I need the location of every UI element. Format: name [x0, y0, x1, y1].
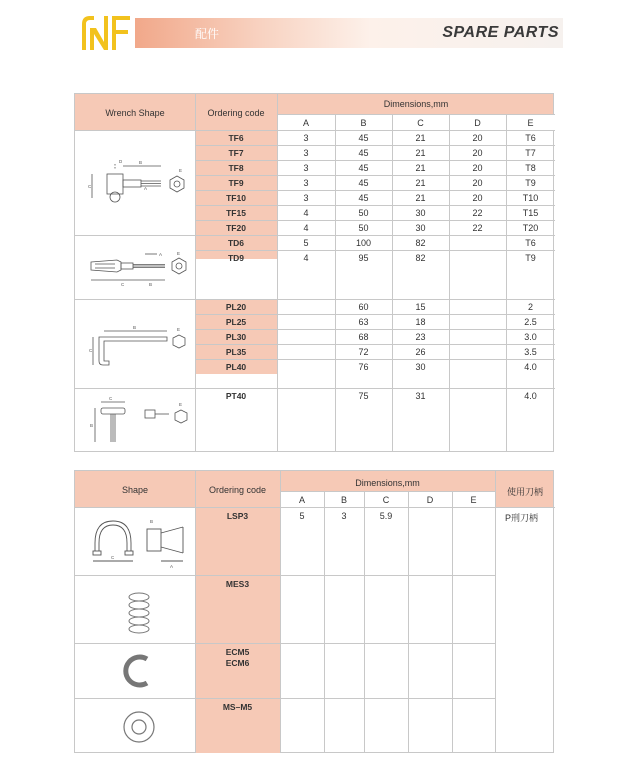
- col-ordering-code: Ordering code: [207, 108, 265, 118]
- dim-value-d: 20: [472, 133, 483, 143]
- dim-letter: B: [340, 495, 347, 505]
- dim-value-e: T8: [525, 163, 536, 173]
- dim-value-b: 68: [358, 332, 369, 342]
- dim-letter: B: [360, 118, 367, 128]
- dim-value-a: 3: [303, 178, 309, 188]
- dim-value-c: 21: [415, 193, 426, 203]
- spare-parts-table: [74, 470, 554, 753]
- ordering-code: MES3: [225, 579, 250, 589]
- dim-value-e: T20: [522, 223, 539, 233]
- dim-value-b: 50: [358, 223, 369, 233]
- t-handle-wrench-drawing: [87, 154, 193, 216]
- dim-value-c: 82: [415, 253, 426, 263]
- dim-value-c: 23: [415, 332, 426, 342]
- category-label: 配件: [195, 27, 220, 41]
- dim-label-e: E: [179, 168, 183, 173]
- ordering-code: TD6: [227, 238, 245, 248]
- dim-label-b: B: [133, 325, 137, 330]
- ordering-code: PL20: [225, 302, 247, 312]
- dim-value-c: 30: [415, 362, 426, 372]
- dim-value-a: 3: [303, 133, 309, 143]
- dim-value-c: 21: [415, 133, 426, 143]
- dim-letter: A: [298, 495, 305, 505]
- dim-value-a: 4: [303, 223, 309, 233]
- dim-letter: C: [417, 118, 424, 128]
- dim-value-b: 45: [358, 133, 369, 143]
- ordering-code: TD9: [227, 253, 245, 263]
- dim-value-d: 20: [472, 178, 483, 188]
- dim-label-c: C: [121, 282, 125, 287]
- dim-value-b: 50: [358, 208, 369, 218]
- dim-value-b: 3: [341, 511, 347, 521]
- dim-label-c: C: [89, 348, 93, 353]
- dim-value-e: T9: [525, 253, 536, 263]
- brand-logo: [80, 14, 132, 52]
- dim-letter: D: [474, 118, 481, 128]
- dim-value-a: 5: [299, 511, 305, 521]
- l-key-drawing: [87, 319, 193, 369]
- dim-value-d: 22: [472, 223, 483, 233]
- dim-value-e: T6: [525, 238, 536, 248]
- dim-value-c: 21: [415, 148, 426, 158]
- ordering-code: LSP3: [226, 511, 249, 521]
- screwdriver-wrench-drawing: [87, 246, 193, 290]
- dim-value-c: 18: [415, 317, 426, 327]
- ordering-code: TF15: [226, 208, 246, 218]
- dim-label-a: A: [144, 186, 148, 191]
- ordering-code: PL25: [225, 317, 247, 327]
- dim-value-b: 72: [358, 347, 369, 357]
- dim-value-e: 4.0: [524, 362, 537, 372]
- dim-value-c: 21: [415, 163, 426, 173]
- spring-drawing: [119, 585, 159, 639]
- dim-value-b: 45: [358, 193, 369, 203]
- ordering-code: TF9: [228, 178, 244, 188]
- dim-value-b: 75: [358, 391, 369, 401]
- dim-value-e: T15: [522, 208, 539, 218]
- dim-value-b: 95: [358, 253, 369, 263]
- dim-letter: C: [382, 495, 390, 505]
- ordering-code: PL30: [225, 332, 247, 342]
- dim-value-d: 22: [472, 208, 483, 218]
- col-holder: 使用刀柄: [506, 487, 543, 497]
- dim-value-b: 60: [358, 302, 369, 312]
- col-wrench-shape: Wrench Shape: [105, 108, 165, 118]
- dim-value-d: 20: [472, 163, 483, 173]
- dim-value-b: 45: [358, 148, 369, 158]
- dim-value-c: 15: [415, 302, 426, 312]
- dim-value-c: 31: [415, 391, 426, 401]
- dim-value-b: 76: [358, 362, 369, 372]
- ordering-code: TF20: [226, 223, 246, 233]
- dim-value-a: 5: [303, 238, 309, 248]
- ordering-code: ECM5: [225, 647, 250, 657]
- ordering-code: TF7: [228, 148, 244, 158]
- dim-label-b: B: [90, 423, 94, 428]
- dim-value-c: 21: [415, 178, 426, 188]
- dim-value-c: 30: [415, 223, 426, 233]
- c-ring-drawing: [119, 649, 159, 693]
- dim-value-d: 20: [472, 148, 483, 158]
- ordering-code: PL40: [225, 362, 247, 372]
- ordering-code: MS–M5: [222, 702, 253, 712]
- dim-value-a: 3: [303, 148, 309, 158]
- dim-label-b: B: [139, 160, 143, 165]
- dim-value-a: 3: [303, 193, 309, 203]
- dim-value-e: 4.0: [524, 391, 537, 401]
- washer-drawing: [119, 705, 159, 749]
- dim-letter: E: [527, 118, 534, 128]
- dim-label-a: A: [170, 564, 174, 569]
- ordering-code: TF6: [228, 133, 244, 143]
- dim-label-e: E: [179, 402, 183, 407]
- dim-value-c: 82: [415, 238, 426, 248]
- dim-label-d: D: [119, 159, 123, 164]
- clamp-spring-drawing: [89, 513, 193, 571]
- dim-value-e: T9: [525, 178, 536, 188]
- ordering-code: ECM6: [225, 658, 250, 668]
- dim-label-c: C: [88, 184, 92, 189]
- ordering-code: TF10: [226, 193, 246, 203]
- dim-letter: E: [470, 495, 477, 505]
- dim-value-b: 63: [358, 317, 369, 327]
- col-dimensions: Dimensions,mm: [383, 99, 449, 109]
- dim-value-e: 2: [527, 302, 533, 312]
- dim-label-e: E: [177, 251, 181, 256]
- dim-label-b: B: [149, 282, 153, 287]
- dim-value-e: T7: [525, 148, 536, 158]
- dim-value-b: 45: [358, 163, 369, 173]
- wrench-table: [74, 93, 554, 452]
- holder-value: P刑刀柄: [505, 513, 539, 523]
- dim-label-b: B: [150, 519, 154, 524]
- t-key-drawing: [87, 394, 193, 448]
- dim-value-e: 3.0: [524, 332, 537, 342]
- col-dimensions: Dimensions,mm: [355, 478, 420, 488]
- dim-value-b: 45: [358, 178, 369, 188]
- dim-label-c: C: [109, 396, 113, 401]
- dim-letter: A: [302, 118, 309, 128]
- ordering-code: TF8: [228, 163, 244, 173]
- code-column-shade: [195, 507, 280, 753]
- ordering-code: PT40: [225, 391, 247, 401]
- dim-value-a: 4: [303, 208, 309, 218]
- col-shape: Shape: [121, 485, 149, 495]
- dim-label-c: C: [111, 555, 115, 560]
- dim-label-e: E: [177, 327, 181, 332]
- dim-value-e: T10: [522, 193, 539, 203]
- dim-value-a: 4: [303, 253, 309, 263]
- page-title: SPARE PARTS: [442, 24, 559, 41]
- dim-value-c: 5.9: [379, 511, 393, 521]
- dim-value-e: 3.5: [524, 347, 537, 357]
- ordering-code: PL35: [225, 347, 247, 357]
- dim-value-e: 2.5: [524, 317, 537, 327]
- dim-value-c: 30: [415, 208, 426, 218]
- dim-label-a: A: [159, 252, 163, 257]
- section-banner: [135, 18, 563, 48]
- dim-value-d: 20: [472, 193, 483, 203]
- dim-value-b: 100: [355, 238, 372, 248]
- col-ordering-code: Ordering code: [208, 485, 267, 495]
- dim-value-e: T6: [525, 133, 536, 143]
- dim-value-a: 3: [303, 163, 309, 173]
- dim-letter: D: [426, 495, 434, 505]
- dim-value-c: 26: [415, 347, 426, 357]
